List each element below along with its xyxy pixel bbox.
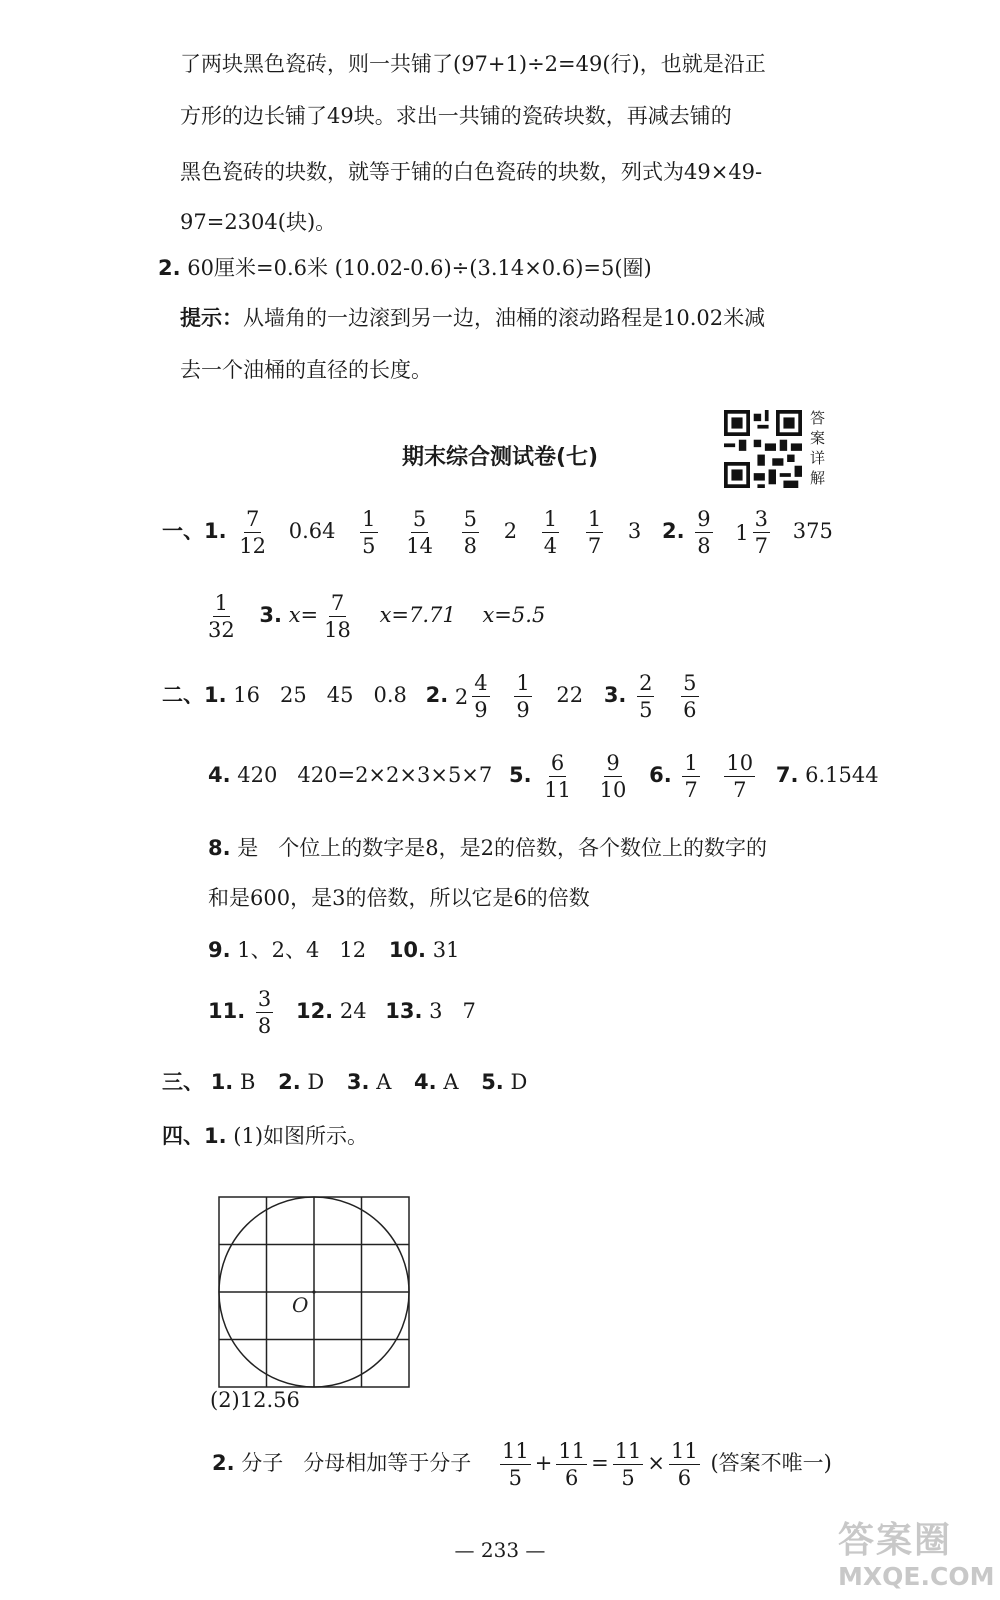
question-number: 7. xyxy=(775,763,799,788)
fraction: $\frac{1}{32}$ xyxy=(208,591,235,643)
fraction: $\frac{5}{14}$ xyxy=(406,507,433,559)
center-point xyxy=(312,1290,315,1293)
operator: × xyxy=(647,1451,666,1476)
answer-value: 6.1544 xyxy=(805,763,879,788)
question-number: 9. xyxy=(208,938,231,962)
choice-answer: D xyxy=(510,1070,528,1094)
answer-value: 31 xyxy=(432,938,460,962)
fraction: $\frac{10}{7}$ xyxy=(726,751,754,803)
answer-value: 3 7 xyxy=(429,999,476,1024)
hint-line xyxy=(180,302,765,332)
mixed-number: 1 $\frac{3}{7}$ xyxy=(735,507,769,559)
question-number: 3. xyxy=(259,603,283,628)
qr-code-icon[interactable] xyxy=(724,410,802,488)
answer-line xyxy=(208,988,476,1037)
answer-line xyxy=(208,934,459,964)
fraction: $\frac{9}{8}$ xyxy=(697,507,711,559)
question-number: 2. xyxy=(278,1070,301,1094)
question-number: 2. xyxy=(661,519,685,544)
question-number: 3. xyxy=(603,683,627,708)
answer-line xyxy=(158,252,652,282)
question-number: 6. xyxy=(649,763,672,788)
fraction: $\frac{11}{6}$ xyxy=(671,1439,698,1491)
answer-line: 和是600，是3的倍数，所以它是6的倍数 xyxy=(208,886,590,910)
fraction: $\frac{9}{10}$ xyxy=(599,751,627,803)
paragraph-line: 黑色瓷砖的块数，就等于铺的白色瓷砖的块数，列式为49×49- xyxy=(180,160,763,184)
choice-answer: A xyxy=(443,1070,459,1094)
fraction: $\frac{1}{5}$ xyxy=(362,507,376,559)
hint-label: 提示： xyxy=(180,306,243,330)
equation: x= xyxy=(288,603,319,628)
question-number: 2. xyxy=(158,256,181,280)
answer-line xyxy=(162,672,703,721)
answer-line: (2)12.56 xyxy=(210,1388,300,1412)
hint-text: 从墙角的一边滚到另一边，油桶的滚动路程是10.02米减 xyxy=(243,306,766,330)
answer-line xyxy=(202,592,545,641)
question-number: 5. xyxy=(508,763,532,788)
question-number: 4. xyxy=(414,1070,437,1094)
fraction: $\frac{2}{5}$ xyxy=(639,671,653,723)
fraction: $\frac{1}{7}$ xyxy=(684,751,698,803)
note-text: (答案不唯一) xyxy=(710,1451,832,1476)
mixed-number: 2 $\frac{4}{9}$ xyxy=(454,671,488,723)
question-number: 2. xyxy=(425,683,449,708)
answer-value: 3 xyxy=(627,519,642,544)
section-title: 期末综合测试卷(七) xyxy=(401,445,599,470)
fraction: $\frac{11}{5}$ xyxy=(502,1439,529,1491)
question-number: 8. xyxy=(208,836,231,860)
fraction: $\frac{7}{18}$ xyxy=(324,591,351,643)
answer-text: 60厘米=0.6米 (10.02-0.6)÷(3.14×0.6)=5(圈) xyxy=(187,256,652,280)
fraction: $\frac{11}{6}$ xyxy=(558,1439,586,1491)
fraction: $\frac{5}{6}$ xyxy=(683,671,697,723)
operator: + xyxy=(534,1451,553,1476)
answer-text: (1)如图所示。 xyxy=(233,1124,369,1148)
choice-answer: D xyxy=(307,1070,325,1094)
part-label: 四、 xyxy=(162,1124,204,1148)
watermark-text: 答案圈 xyxy=(838,1520,953,1561)
paragraph-line: 方形的边长铺了49块。求出一共铺的瓷砖块数，再减去铺的 xyxy=(180,104,732,128)
fraction: $\frac{6}{11}$ xyxy=(544,751,571,803)
hint-line: 去一个油桶的直径的长度。 xyxy=(180,358,432,382)
choice-answer: B xyxy=(239,1070,256,1094)
fraction: $\frac{1}{7}$ xyxy=(587,507,602,559)
answer-value: 16 25 45 0.8 xyxy=(233,683,407,708)
fraction: $\frac{3}{8}$ xyxy=(257,987,272,1039)
answer-value: 1、2、4 12 xyxy=(237,938,367,962)
question-number: 13. xyxy=(385,999,423,1024)
fraction: $\frac{11}{5}$ xyxy=(614,1439,642,1491)
question-number: 10. xyxy=(388,938,427,962)
answer-value: 420 420=2×2×3×5×7 xyxy=(237,763,493,788)
answer-value: 0.64 xyxy=(288,519,336,544)
question-number: 11. xyxy=(208,999,246,1024)
question-number: 3. xyxy=(346,1070,370,1094)
answer-line xyxy=(208,752,879,801)
watermark-url: MXQE.COM xyxy=(838,1562,995,1591)
answer-value: 2 xyxy=(503,519,518,544)
fraction: $\frac{1}{4}$ xyxy=(543,507,558,559)
choice-answer: A xyxy=(376,1070,392,1094)
question-number: 2. xyxy=(212,1451,235,1476)
answer-value: 24 xyxy=(339,999,367,1024)
question-number: 1. xyxy=(210,1070,234,1094)
answer-line xyxy=(208,832,767,862)
question-number: 12. xyxy=(295,999,334,1024)
circle-grid-figure xyxy=(218,1196,410,1388)
answer-line xyxy=(212,1440,832,1489)
question-number: 1. xyxy=(204,519,227,544)
operator: = xyxy=(591,1451,609,1476)
part-label: 二、 xyxy=(162,683,204,708)
answer-value: 22 xyxy=(556,683,584,708)
answer-line xyxy=(162,1066,527,1096)
fraction: $\frac{1}{9}$ xyxy=(516,671,530,723)
answer-line xyxy=(162,1120,368,1150)
part-label: 三、 xyxy=(162,1070,204,1094)
equation: x=5.5 xyxy=(482,603,546,628)
question-number: 1. xyxy=(204,683,227,708)
page-number: — 233 — xyxy=(454,1538,546,1562)
question-number: 1. xyxy=(204,1124,227,1148)
fraction: $\frac{5}{8}$ xyxy=(463,507,478,559)
answer-value: 375 xyxy=(792,519,833,544)
answer-text: 是 个位上的数字是8，是2的倍数，各个数位上的数字的 xyxy=(237,836,768,860)
paragraph-line: 了两块黑色瓷砖，则一共铺了(97+1)÷2=49(行)，也就是沿正 xyxy=(180,52,766,76)
center-label: O xyxy=(292,1293,309,1317)
part-label: 一、 xyxy=(162,519,204,544)
paragraph-line: 97=2304(块)。 xyxy=(180,210,337,234)
fraction: $\frac{7}{12}$ xyxy=(239,507,267,559)
question-number: 5. xyxy=(481,1070,504,1094)
watermark xyxy=(838,1512,998,1600)
answer-line xyxy=(162,508,833,557)
answer-text: 分子 分母相加等于分子 xyxy=(241,1451,472,1476)
qr-label: 答案详解 xyxy=(810,409,826,487)
question-number: 4. xyxy=(208,763,231,788)
equation: x=7.71 xyxy=(379,603,456,628)
